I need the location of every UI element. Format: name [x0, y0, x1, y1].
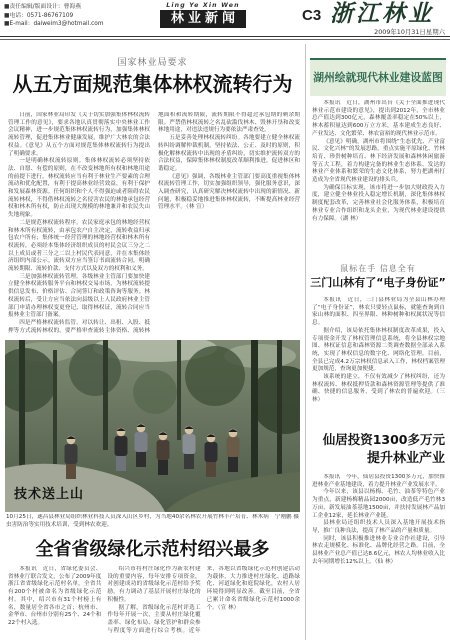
- header-rule-thin: [0, 39, 450, 40]
- sanmen-article-body: [312, 297, 445, 420]
- lead-headline: 从五方面规范集体林权流转行为: [12, 72, 293, 96]
- person-legs: [116, 454, 126, 471]
- person-torso: [115, 436, 128, 456]
- person-legs: [136, 450, 146, 467]
- person-torso: [183, 434, 196, 454]
- person-torso: [205, 442, 218, 462]
- xianju-article-body: [312, 474, 445, 602]
- body-paragraph: 本报讯 近日，湖州市出台《关于全面推进现代林业示范市建设的意见》，提出到2012年，全市林业总产值达到300亿元，森林覆盖率稳定在50%以上，林木蓄积量达到600万立方米，基本建成生态良好、产业发达、文化繁荣、林农富裕的现代林业示范市。: [312, 100, 445, 137]
- editor-line: ■责任编辑/版面设计：曹海燕: [4, 4, 81, 10]
- person-torso: [65, 444, 78, 464]
- body-paragraph: 一是明确林权流转原则。集体林权流转必须坚持依法、自愿、有偿的原则，在不改变林地所有权和林地用途的前提下进行。林权流转应当有利于林业生产要素的合理流动和优化配置，有利于提高林业经营效益，有利于保护和发展森林资源。任何组织和个人不得强迫或者阻碍农民流转林权，不得借林权流转之名侵害农民的林地承包经营权和林木所有权，防止出现大规模的林地兼并和农民失山失地现象。: [8, 158, 150, 219]
- huzhou-article-body: [312, 100, 445, 254]
- lead-article-body: [8, 112, 300, 336]
- body-paragraph: 《意见》明确，湖州市将围绕“生态优先、产业富民、文化兴林”的发展思路，重点实施平原绿化、竹林培育、珍贵树种培育、林下经济发展和森林休闲旅游等五大工程，着力构建完备的林业生态体系、发达的林业产业体系和繁荣的生态文化体系，努力把湖州打造成为全省现代林业建设的排头兵。: [312, 138, 445, 184]
- body-paragraph: 绍兴市将村庄绿化作为新农村建设的重要内容，每年安排专项资金，对创建成功的省级绿化示范村给予奖励，有力调动了基层开展村庄绿化的积极性。: [107, 566, 201, 603]
- body-paragraph: 该系统的建立，不仅有效减少了林权纠纷，还为林权流转、林权抵押贷款和森林资源管理等提供了准确、快捷的信息服务，受到了林农的普遍欢迎。（三 林）: [312, 374, 445, 404]
- newspaper-name: 浙江林业: [330, 0, 434, 27]
- huzhou-headline: 湖州绘就现代林业建设蓝图: [313, 71, 443, 84]
- person-legs: [158, 458, 168, 475]
- xianju-headline-line1: 仙居投资1300多万元: [322, 432, 445, 447]
- tree-trunk: [103, 340, 108, 450]
- photo-title: 技术送上山: [14, 487, 85, 502]
- body-paragraph: 日前，国家林业局印发《关于切实加强集体林权流转管理工作的意见》，要求各地认真贯彻落实中央林业工作会议精神，进一步规范集体林权流转行为，加强集体林权流转管理，促进集体林业健康发展，维护广大林农的合法权益。《意见》从五个方面对规范集体林权流转行为提出了明确要求。: [8, 112, 150, 157]
- email-line: ■E-mail：daiweim3@hotmail.com: [4, 21, 104, 28]
- person-torso: [135, 432, 148, 452]
- sidebar-title-box: [310, 58, 446, 96]
- person-legs: [66, 462, 76, 479]
- body-paragraph: 五是妥善处理林权流转纠纷。各地要建立健全林权流转纠纷调解仲裁机制，坚持依法、公正、及时的原则，积极化解林权流转中出现的矛盾纠纷，切实维护流转双方的合法权益，保障集体林权制度改革顺利推进，促进林区和谐稳定。: [158, 135, 300, 172]
- issue-date: 2009年10月31日星期六: [374, 28, 445, 36]
- xianju-headline-line2: 提升林业产业: [366, 451, 445, 466]
- page-number: C3: [302, 7, 322, 24]
- person-legs: [184, 452, 194, 469]
- column-divider: [305, 44, 306, 640]
- photo-caption-text: 10月25日，遂昌县林业局组织林业科技人员深入山区乡村，为当地40余名林农开展竹林丰产培育、林木病虫害防治等实用技术培训，受到林农欢迎。: [6, 514, 269, 528]
- body-paragraph: 四是严格林权流转监管。对以转让、出租、入股、抵押等方式流转林权的，要严格审查流转主体资格、流转林地面积和流转期限，流转期限不得超过承包期的剩余期限。严禁借林权流转之名乱砍滥伐林木、毁林开垦和改变林地用途，对违法违规行为要依法严肃查处。: [8, 112, 300, 334]
- person-legs: [228, 455, 238, 472]
- section-banner: 林业新闻: [160, 10, 246, 28]
- person-legs: [206, 460, 216, 477]
- body-paragraph: 本报讯 近日，三门县林业局为全县山林办理了“电子身份证”，林农只要轻点鼠标，就能查询到自家山林的面积、四至界限、林种树种和权属状况等信息。: [312, 297, 445, 327]
- body-paragraph: 本报讯 今年，仙居县投资1300多万元，加快推进林业产业基地建设，着力提升林业产业发展水平。: [312, 474, 445, 488]
- person-torso: [227, 437, 240, 457]
- body-paragraph: 为确保目标实现，该市将进一步加大财政投入力度，建立健全林业投入稳定增长机制，深化集体林权制度配套改革，完善林业社会化服务体系，积极培育林业专业合作组织和龙头企业，为现代林业建设提供有力保障。（湖 林）: [312, 184, 445, 222]
- sanmen-headline: 三门山林有了“电子身份证”: [310, 276, 446, 289]
- phone-line: ■电话：0571-86767109: [4, 12, 74, 19]
- sanmen-kicker: 鼠标在手 信息全有: [340, 264, 416, 273]
- body-paragraph: 今年以来，该县以杨梅、毛竹、油茶等特色产业为重点，新建杨梅精品园2000亩，改造低产毛竹林3万亩，新发展油茶基地1500亩，并扶持发展林产品加工企业12家，延长林业产业链。: [312, 489, 445, 519]
- body-paragraph: 县林业局还组织技术人员深入基地开展技术指导，推广良种良法，提高了林产品的产量和质量。: [312, 520, 445, 534]
- body-paragraph: 本报讯 近日，省绿化委员会、省林业厅联合发文，公布了2009年度浙江省省级绿化示范村名单，全省共有200个村被命名为省级绿化示范村。其中，绍兴市有31个村榜上有名，数量居全省各市之首；杭州市、金华市、台州市分别有25个、24个和22个村入选。: [8, 566, 102, 626]
- photo-caption: [6, 514, 299, 531]
- body-paragraph: 二是规范林权流转程序。农民家庭承包的林地经营权和林木所有权流转，由承包农户自主决定，流转收益归承包农户所有；集体统一经营管理的林地经营权和林木所有权流转，必须经本集体经济组织成员的村民会议三分之二以上成员或者三分之二以上村民代表同意，并在本集体经济组织内部公示。流转双方应当签订书面流转合同，明确流转期限、流转价款、支付方式以及双方的权利和义务。: [8, 219, 150, 273]
- body-paragraph: 同时，该县积极推进林业专业合作社建设，引导林农走规模化、标准化、品牌化经营之路。目前，全县林业产业总产值已达8.6亿元，林农人均林业收入比去年同期增长12%以上。（仙 林）: [312, 535, 445, 565]
- tree-trunk: [177, 340, 181, 440]
- section-pinyin: Ling Ye Xin Wen: [166, 2, 240, 9]
- bottom-headline: 全省省级绿化示范村绍兴最多: [35, 539, 270, 560]
- bottom-article-body: [8, 566, 300, 636]
- header-rule: [0, 36, 450, 37]
- body-paragraph: 三是加强林权流转管理。各级林业主管部门要加快建立健全林权流转服务平台和林权交易市场，为林权流转提供信息发布、价格评估、合同签订和政策咨询等服务。林权流转后，受让方应当依法向县级以上人民政府林业主管部门申请办理林权变更登记，取得林权证，流转合同应当报林业主管部门备案。: [8, 273, 150, 319]
- body-paragraph: 据介绍，该局依托集体林权制度改革成果，投入专项资金开发了林权管理信息系统，将全县林权宗地图、林权证信息和森林资源二类调查数据全部录入系统，实现了林权信息的数字化、网络化管理。目前，全县已完成4.2万宗林权信息录入工作，林权档案管理更加规范，查询更加便捷。: [312, 327, 445, 373]
- photo-credit: 宁刚鹏 摄: [274, 514, 299, 520]
- body-paragraph: 据了解，省级绿化示范村评选工作每年开展一次，主要从村庄绿化覆盖率、绿化布局、绿化管护和群众参与程度等方面进行综合考核。近年来，各地以省级绿化示范村创建活动为载体，大力推进村庄绿化、道路绿化、河道绿化和庭院绿化，农村人居环境得到明显改善。截至目前，全省已累计命名省级绿化示范村1000余个。（宣 林）: [107, 566, 300, 634]
- canopy-blob: [185, 346, 245, 406]
- person-torso: [157, 440, 170, 460]
- lead-kicker: 国家林业局要求: [117, 58, 188, 68]
- canopy-blob: [69, 344, 121, 396]
- tree-trunk: [53, 350, 57, 470]
- body-paragraph: 《意见》强调，各级林业主管部门要高度重视集体林权流转管理工作，切实加强组织领导，强化服务意识，深入调查研究，认真研究解决林权流转中出现的新情况、新问题，积极稳妥地推进集体林权流转，不断提高林业经营管理水平。（林 宣）: [158, 173, 300, 211]
- editor-info: [4, 3, 154, 29]
- canopy-blob: [133, 370, 177, 414]
